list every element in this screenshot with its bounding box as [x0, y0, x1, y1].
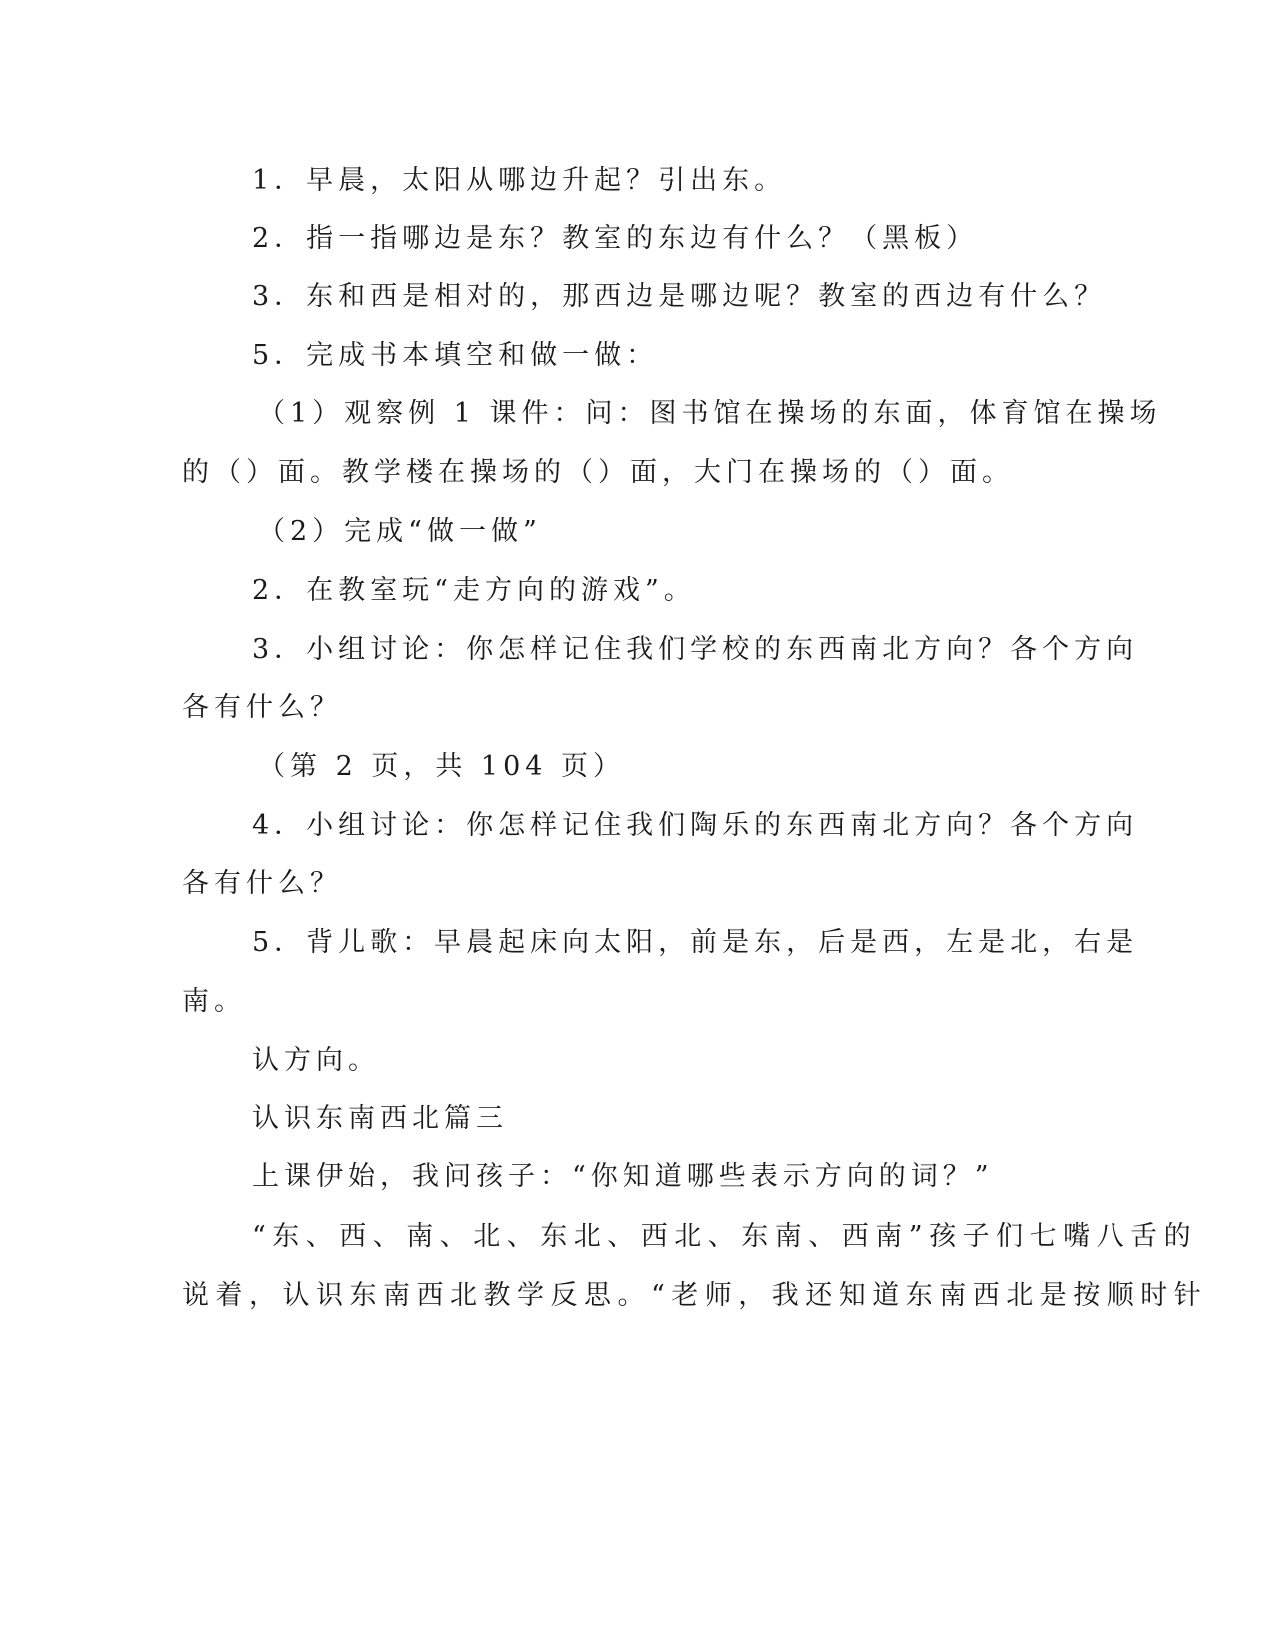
paragraph-line: 3．小组讨论：你怎样记住我们学校的东西南北方向？各个方向 — [252, 634, 1139, 665]
paragraph-line: 认方向。 — [252, 1045, 380, 1076]
paragraph-line: 南。 — [182, 986, 246, 1017]
paragraph-line: 各有什么？ — [182, 868, 342, 899]
paragraph-line: （2）完成“做一做” — [258, 516, 542, 547]
paragraph-line: 2．在教室玩“走方向的游戏”。 — [252, 575, 696, 606]
page-number: （第 2 页，共 104 页） — [258, 751, 626, 782]
paragraph-line: 各有什么？ — [182, 692, 342, 723]
paragraph-line: 5．完成书本填空和做一做： — [252, 340, 659, 371]
section-heading: 认识东南西北篇三 — [252, 1103, 508, 1134]
paragraph-line: 的（）面。教学楼在操场的（）面，大门在操场的（）面。 — [182, 457, 1014, 488]
paragraph-line: 4．小组讨论：你怎样记住我们陶乐的东西南北方向？各个方向 — [252, 810, 1139, 841]
paragraph-line: 说着，认识东南西北教学反思。“老师，我还知道东南西北是按顺时针 — [182, 1280, 1208, 1311]
paragraph-line: 1．早晨，太阳从哪边升起？引出东。 — [252, 165, 787, 196]
paragraph-line: 5．背儿歌：早晨起床向太阳，前是东，后是西，左是北，右是 — [252, 927, 1139, 958]
paragraph-line: 3．东和西是相对的，那西边是哪边呢？教室的西边有什么？ — [252, 281, 1107, 312]
paragraph-line: 2．指一指哪边是东？教室的东边有什么？（黑板） — [252, 223, 979, 254]
paragraph-line: “东、西、南、北、东北、西北、东南、西南”孩子们七嘴八舌的 — [252, 1221, 1198, 1252]
paragraph-line: 上课伊始，我问孩子：“你知道哪些表示方向的词？” — [252, 1161, 994, 1192]
paragraph-line: （1）观察例 1 课件：问：图书馆在操场的东面，体育馆在操场 — [258, 398, 1162, 429]
